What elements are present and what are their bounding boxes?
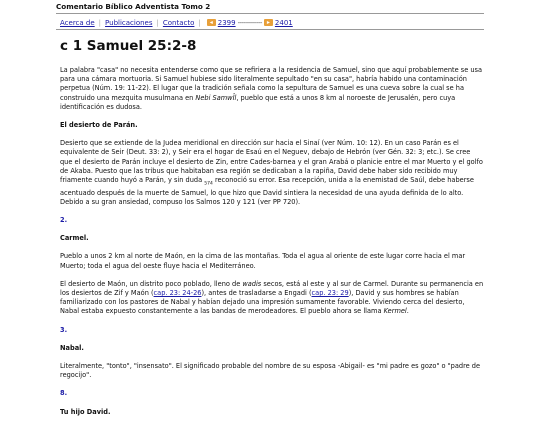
page-navigation [207,19,293,27]
verse-number: 3. [60,325,68,334]
verse-number: 8. [60,389,68,398]
nav-publications-link[interactable]: Publicaciones [105,18,153,27]
page-nav-dashes: ------------ [237,18,262,27]
main-content [60,38,484,426]
nav-separator: | [198,18,201,27]
next-page-link[interactable]: 2401 [274,18,293,27]
nav-bar [56,16,484,30]
nav-about-link[interactable]: Acerca de [60,18,95,27]
paragraph: La palabra "casa" no necesita entenderse como que se refiriera a la residencia de Samuel, sino que aquí probablemente se usa para una cámara mortuoria. Si Samuel hubiese sido literalmente sepultado "en su casa", habría habido una contaminación perpetua (Núm. 19: 11-22). El lugar que la tradición señala como la sepultura de Samuel es una cueva sobre la cual se ha construido una mezquita musulmana en Nebi SamwÎl, pueblo que está a unos 8 km al noroeste de Jerusalén, pero cuya identificación es dudosa. [60,66,483,111]
verse-number: 2. [60,215,68,224]
nav-separator: | [98,18,102,27]
section-heading: El desierto de Parán. [60,121,138,130]
page-marker: 574 [204,181,213,187]
reference-link[interactable]: cap. 23: 24-26 [153,288,202,297]
site-title: Comentario Bíblico Adventista Tomo 2 [56,2,484,14]
reference-link[interactable]: cap. 23: 29 [311,288,349,297]
paragraph: Desierto que se extiende de la Judea meridional en dirección sur hacia el Sinaí (ver Núm. 10: 12). En un caso Parán es el equivalente de Seir (Deut. 33: 2), y Seir era el hogar de Esaú en el Neguev, debajo de Hebrón (ver Gén. 32: 3; etc.). Se cree que el desierto de Parán incluye el desierto de Zin, entre Cades-barnea y el gran Arabá o planicie entre el mar Muerto y el golfo de Akaba. Puesto que las tribus que habitaban esa región se dedicaban a la rapiña, David debe haber sido recibido muy friamente cuando huyó a Parán, y sin duda $_{574}$ reconoció su error. Esa recepción, unida a la enemistad de Saúl, debe haberse acentuado después de la muerte de Samuel, lo que hizo que David sintiera la necesidad de una ayuda definida de lo alto. Debido a su gran ansiedad, compuso los Salmos 120 y 121 (ver PP 720). [60,139,483,206]
paragraph: Pueblo a unos 2 km al norte de Maón, en la cima de las montañas. Toda el agua al oriente de este lugar corre hacia el mar Muerto; toda el agua del oeste fluye hacia el Mediterráneo. [60,252,466,270]
section-heading: Nabal. [60,343,84,352]
next-page-icon[interactable]: ▸ [264,19,273,26]
paragraph: El desierto de Maón, un distrito poco poblado, lleno de wadis secos, está al este y al sur de Carmel. Durante su permanencia en los desiertos de Zif y Maón (cap. 23: 24-26), antes de trasladarse a Engadi (cap. 23: 29), David y sus hombres se habían familiarizado con los pastores de Nabal y habían dejado una impresión sumamente favorable. Viviendo cerca del desierto, Nabal estaba expuesto constantemente a las bandas de merodeadores. El pueblo ahora se llama Kermel. [60,279,484,316]
section-heading: Carmel. [60,234,89,243]
header [56,2,484,30]
nav-separator: | [156,18,159,27]
prev-page-link[interactable]: 2399 [217,18,236,27]
prev-page-icon[interactable]: ◂ [207,19,216,26]
paragraph: Literalmente, "tonto", "insensato". El significado probable del nombre de su esposa -Abigail- es "mi padre es gozo" o "padre de regocijo". [60,361,481,380]
nav-contact-link[interactable]: Contacto [162,18,195,27]
section-heading: Tu hijo David. [60,407,111,416]
page-title: c 1 Samuel 25:2-8 [60,38,197,54]
